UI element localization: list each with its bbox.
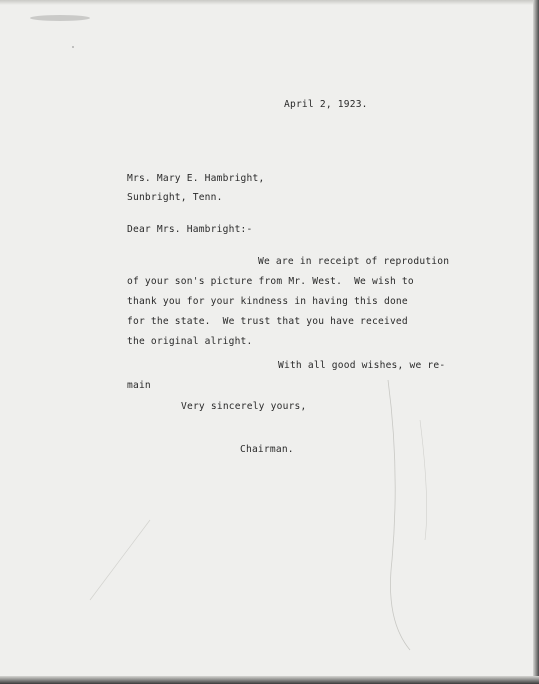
body-line: thank you for your kindness in having this done	[127, 296, 408, 307]
salutation: Dear Mrs. Hambright:-	[127, 224, 253, 235]
body-line: We are in receipt of reprodution	[258, 256, 450, 267]
body-line: main	[127, 380, 151, 391]
recipient-name: Mrs. Mary E. Hambright,	[127, 173, 265, 184]
recipient-place: Sunbright, Tenn.	[127, 192, 223, 203]
letter-date: April 2, 1923.	[284, 99, 368, 110]
body-line: the original alright.	[127, 336, 253, 347]
closing: Very sincerely yours,	[181, 401, 307, 412]
body-line: for the state. We trust that you have received	[127, 316, 408, 327]
body-line: With all good wishes, we re-	[278, 360, 446, 371]
signature-title: Chairman.	[240, 444, 294, 455]
body-line: of your son's picture from Mr. West. We wish to	[127, 276, 414, 287]
